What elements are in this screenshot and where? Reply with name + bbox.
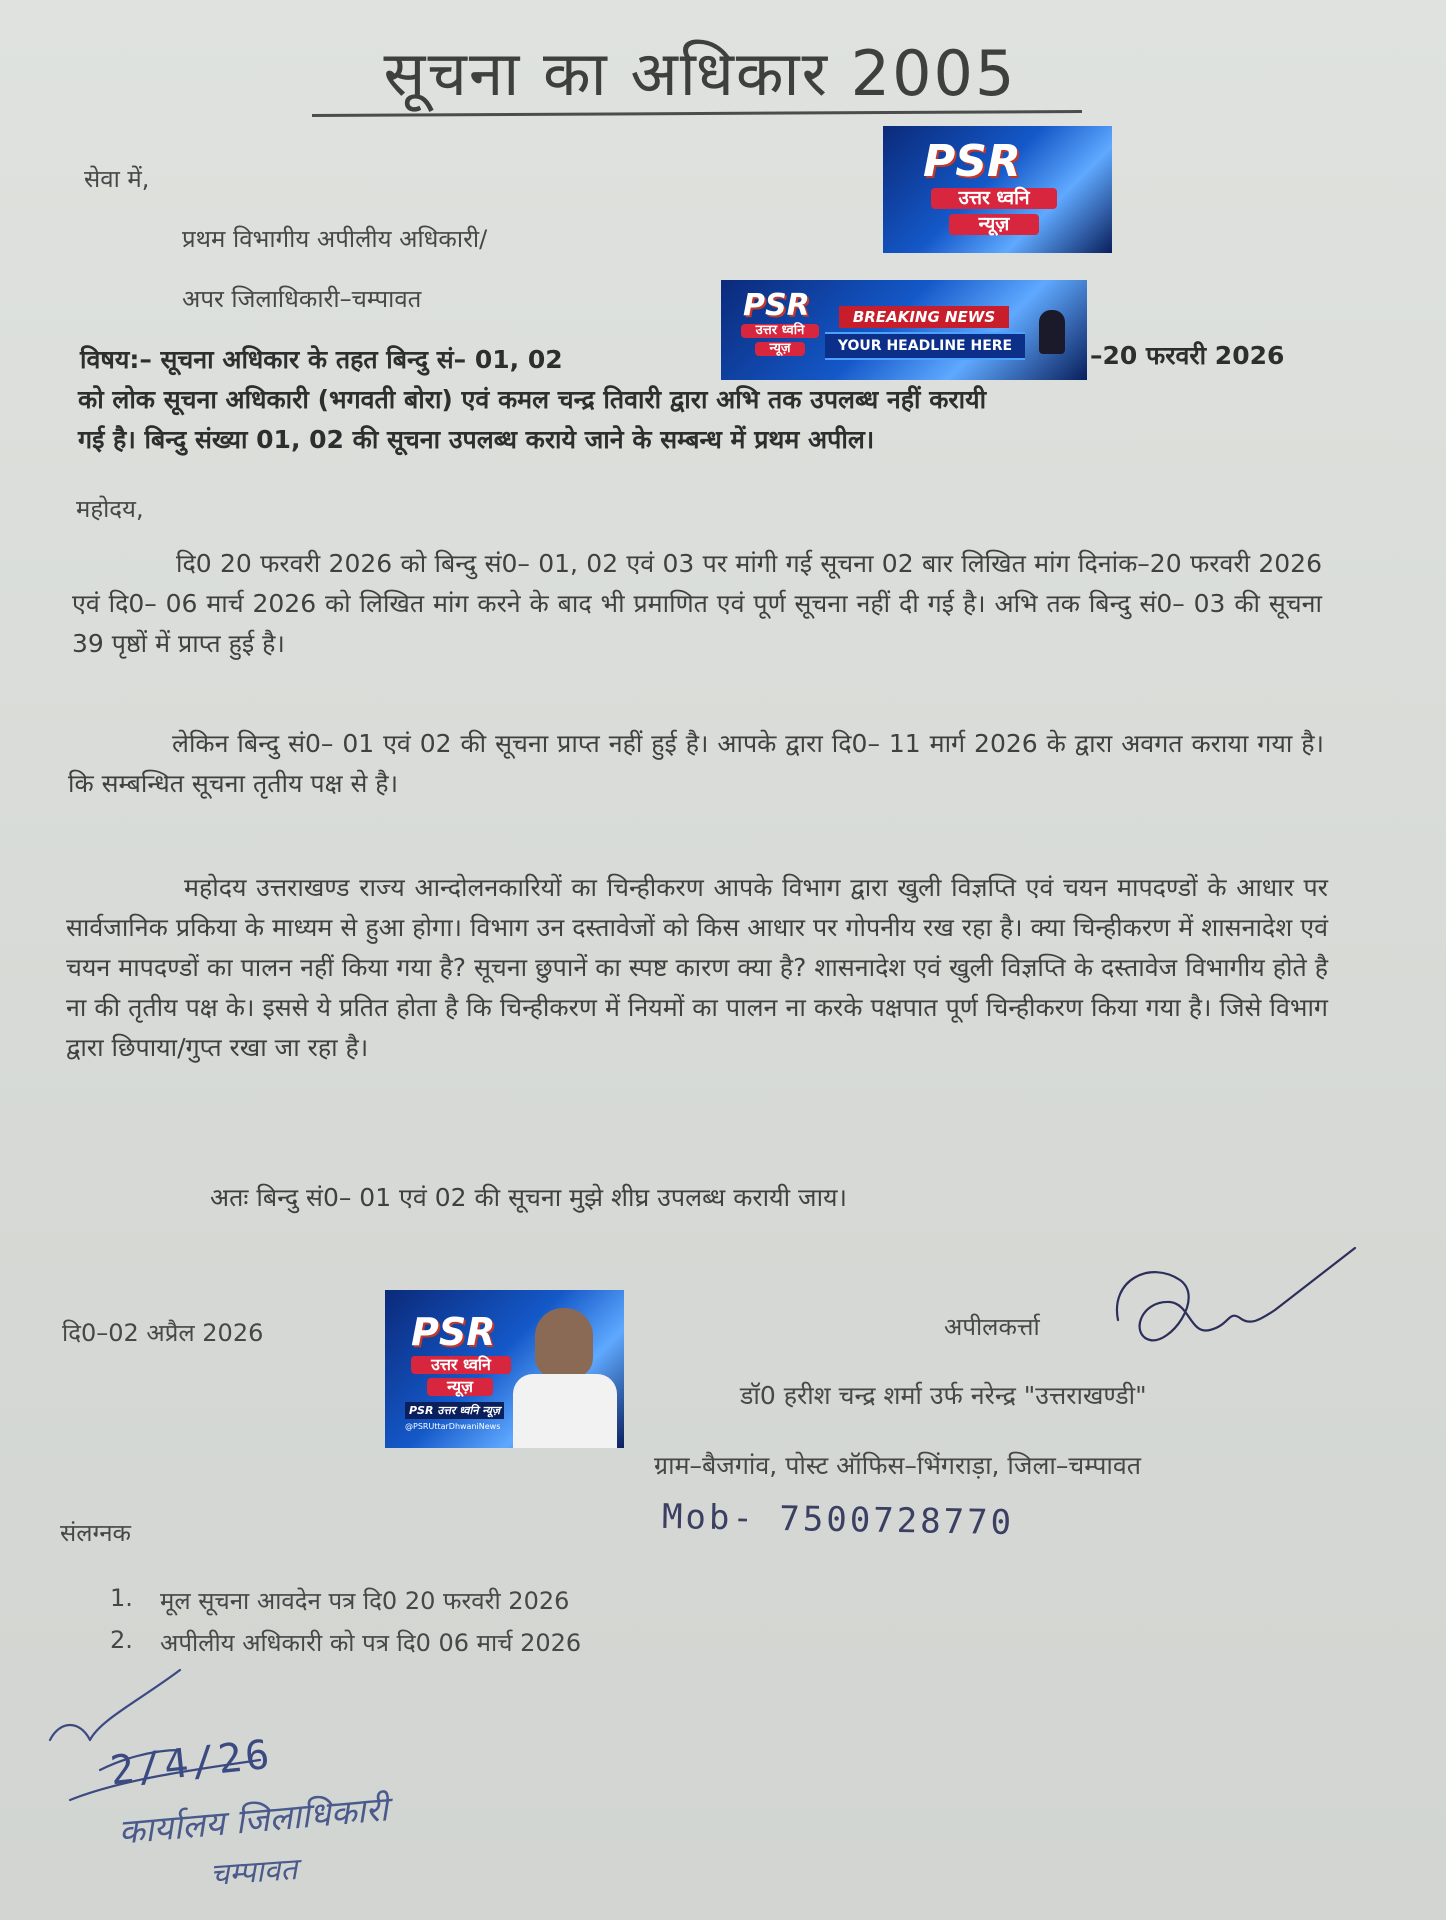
psr-brand-text: PSR <box>923 136 1021 187</box>
banner-brand-text: PSR <box>743 288 810 323</box>
headline-label: YOUR HEADLINE HERE <box>825 332 1025 360</box>
recipient-line-1: प्रथम विभागीय अपीलीय अधिकारी/ <box>182 225 488 253</box>
banner-hindi-2: न्यूज़ <box>755 342 805 356</box>
paragraph-2: लेकिन बिन्दु सं0– 01 एवं 02 की सूचना प्राप्त नहीं हुई है। आपके द्वारा दि0– 11 मार्ग 2026 के द्वारा अवगत कराया गया है। कि सम्बन्धित सूचना तृतीय पक्ष से है। <box>68 729 1324 798</box>
appellant-signature <box>1110 1240 1360 1370</box>
breaking-news-banner <box>721 280 1087 380</box>
stamp-district: चम्पावत <box>209 1851 299 1893</box>
microphone-icon <box>1039 310 1065 354</box>
enclosure-2-num: 2. <box>110 1626 133 1654</box>
card-tagline: PSR उत्तर ध्वनि न्यूज़ <box>405 1402 504 1419</box>
enclosure-2-text: अपीलीय अधिकारी को पत्र दि0 06 मार्च 2026 <box>160 1629 582 1657</box>
psr-reporter-card <box>385 1290 624 1448</box>
card-brand-text: PSR <box>411 1310 496 1354</box>
appellant-label: अपीलकर्त्ता <box>944 1313 1040 1341</box>
subject-line-1-end: –20 फरवरी 2026 <box>1090 341 1285 370</box>
psr-hindi-badge-2: न्यूज़ <box>949 214 1039 235</box>
psr-logo-top <box>883 126 1112 253</box>
enclosure-1-num: 1. <box>110 1584 133 1612</box>
greeting: महोदय, <box>76 495 144 523</box>
card-hindi-1: उत्तर ध्वनि <box>411 1356 511 1374</box>
subject-line-3: गई है। बिन्दु संख्या 01, 02 की सूचना उपलब्ध कराये जाने के सम्बन्ध में प्रथम अपील। <box>78 425 875 454</box>
stamp-office: कार्यालय जिलाधिकारी <box>116 1789 390 1853</box>
breaking-news-label: BREAKING NEWS <box>839 306 1009 328</box>
paragraph-4: अतः बिन्दु सं0– 01 एवं 02 की सूचना मुझे शीघ्र उपलब्ध करायी जाय। <box>210 1183 848 1212</box>
letter-date: दि0–02 अप्रैल 2026 <box>62 1319 264 1347</box>
enclosure-1-text: मूल सूचना आवदेन पत्र दि0 20 फरवरी 2026 <box>160 1587 570 1615</box>
paragraph-1: दि0 20 फरवरी 2026 को बिन्दु सं0– 01, 02 एवं 03 पर मांगी गई सूचना 02 बार लिखित मांग दिनांक–20 फरवरी 2026 एवं दि0– 06 मार्च 2026 को लिखित मांग करने के बाद भी प्रमाणित एवं पूर्ण सूचना नहीं दी गई है। अभि तक बिन्दु सं0– 03 की सूचना 39 पृष्ठों में प्राप्त हुई है। <box>72 549 1322 658</box>
card-handle: @PSRUttarDhwaniNews <box>405 1422 501 1431</box>
enclosures-label: संलग्नक <box>60 1519 131 1547</box>
subject-line-1-start: विषय:– सूचना अधिकार के तहत बिन्दु सं– 01, 02 <box>80 345 563 374</box>
stamp-date: 2/4/26 <box>108 1731 275 1795</box>
document-title: सूचना का अधिकार 2005 <box>383 37 1017 110</box>
appellant-name: डॉ0 हरीश चन्द्र शर्मा उर्फ नरेन्द्र "उत्तराखण्डी" <box>740 1381 1147 1410</box>
mobile-number: Mob- 7500728770 <box>661 1496 1015 1544</box>
recipient-line-2: अपर जिलाधिकारी–चम्पावत <box>182 285 422 313</box>
subject-line-2: को लोक सूचना अधिकारी (भगवती बोरा) एवं कमल चन्द्र तिवारी द्वारा अभि तक उपलब्ध नहीं करायी <box>78 385 987 414</box>
reporter-head-icon <box>535 1308 593 1378</box>
paragraph-3: महोदय उत्तराखण्ड राज्य आन्दोलनकारियों का चिन्हीकरण आपके विभाग द्वारा खुली विज्ञप्ति एवं चयन मापदण्डों के आधार पर सार्वजानिक प्रकिया के माध्यम से हुआ होगा। विभाग उन दस्तावेजों को किस आधार पर गोपनीय रख रहा है। क्या चिन्हीकरण में शासनादेश एवं चयन मापदण्डों का पालन नहीं किया गया है? सूचना छुपानें का स्पष्ट कारण क्या है? शासनादेश एवं खुली विज्ञप्ति के दस्तावेज विभागीय होते है ना की तृतीय पक्ष के। इससे ये प्रतित होता है कि चिन्हीकरण में नियमों का पालन ना करके पक्षपात पूर्ण चिन्हीकरण किया गया है। जिसे विभाग द्वारा छिपाया/गुप्त रखा जा रहा है। <box>66 873 1328 1062</box>
reporter-body-icon <box>513 1374 617 1448</box>
salutation: सेवा में, <box>84 165 150 193</box>
appellant-address: ग्राम–बैजगांव, पोस्ट ऑफिस–भिंगराड़ा, जिला–चम्पावत <box>654 1451 1142 1480</box>
card-hindi-2: न्यूज़ <box>427 1378 493 1396</box>
banner-hindi-1: उत्तर ध्वनि <box>741 324 819 338</box>
psr-hindi-badge-1: उत्तर ध्वनि <box>931 188 1057 209</box>
